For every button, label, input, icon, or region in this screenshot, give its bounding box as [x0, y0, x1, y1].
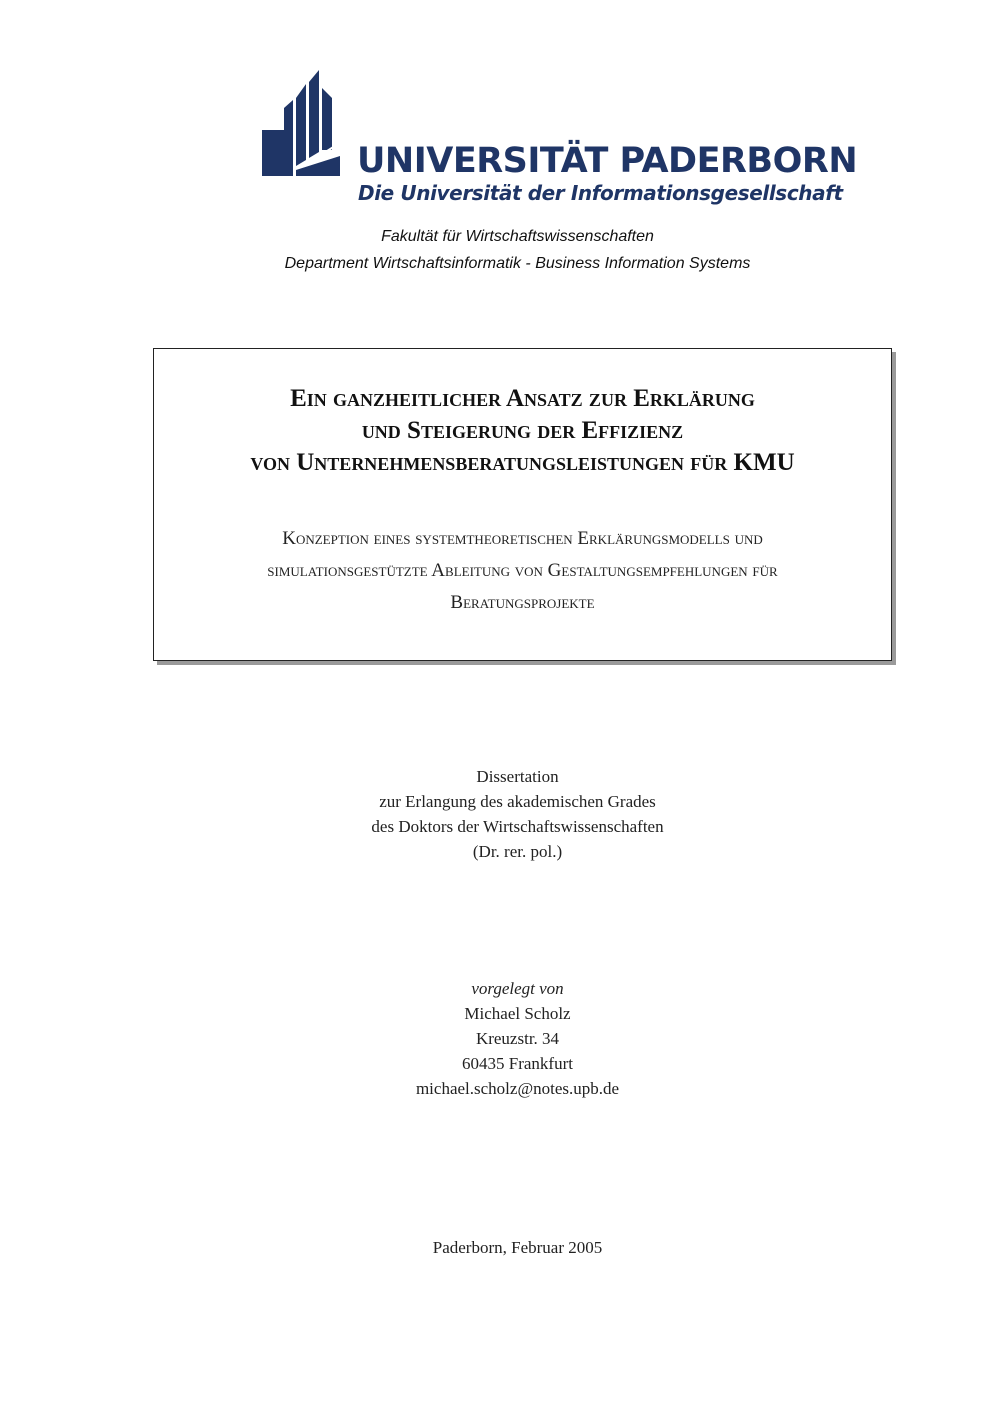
dissertation-line: des Doktors der Wirtschaftswissenschaften: [371, 817, 664, 836]
university-emblem-icon: [262, 70, 352, 180]
logo-tagline: Die Universität der Informationsgesellschaft: [358, 181, 843, 205]
author-email: michael.scholz@notes.upb.de: [415, 1079, 620, 1098]
author-street: Kreuzstr. 34: [475, 1029, 560, 1048]
main-title: [154, 383, 891, 479]
university-logo: [262, 70, 858, 210]
submitted-by-label: vorgelegt von: [471, 979, 564, 998]
dissertation-line: (Dr. rer. pol.): [472, 842, 563, 861]
place-date: Paderborn, Februar 2005: [432, 1238, 603, 1257]
sub-title-line: Beratungsprojekte: [450, 592, 595, 613]
logo-name: UNIVERSITÄT PADERBORN: [357, 141, 858, 181]
main-title-line: von Unternehmensberatungsleistungen für KMU: [250, 449, 795, 476]
sub-title: [154, 523, 891, 619]
dissertation-line: zur Erlangung des akademischen Grades: [379, 792, 656, 811]
faculty-name: Fakultät für Wirtschaftswissenschaften: [381, 228, 654, 245]
sub-title-line: Konzeption eines systemtheoretischen Erklärungsmodells und: [282, 528, 763, 549]
author-block: [0, 976, 1000, 1101]
dissertation-block: [0, 764, 1000, 864]
title-box: [153, 348, 892, 661]
author-city: 60435 Frankfurt: [462, 1054, 573, 1073]
sub-title-line: simulationsgestützte Ableitung von Gestaltungsempfehlungen für: [267, 560, 778, 581]
main-title-line: Ein ganzheitlicher Ansatz zur Erklärung: [290, 385, 755, 412]
department-name: Department Wirtschaftsinformatik - Business Information Systems: [284, 255, 751, 272]
main-title-line: und Steigerung der Effizienz: [361, 417, 684, 444]
dissertation-line: Dissertation: [476, 767, 559, 786]
author-name: Michael Scholz: [464, 1004, 571, 1023]
